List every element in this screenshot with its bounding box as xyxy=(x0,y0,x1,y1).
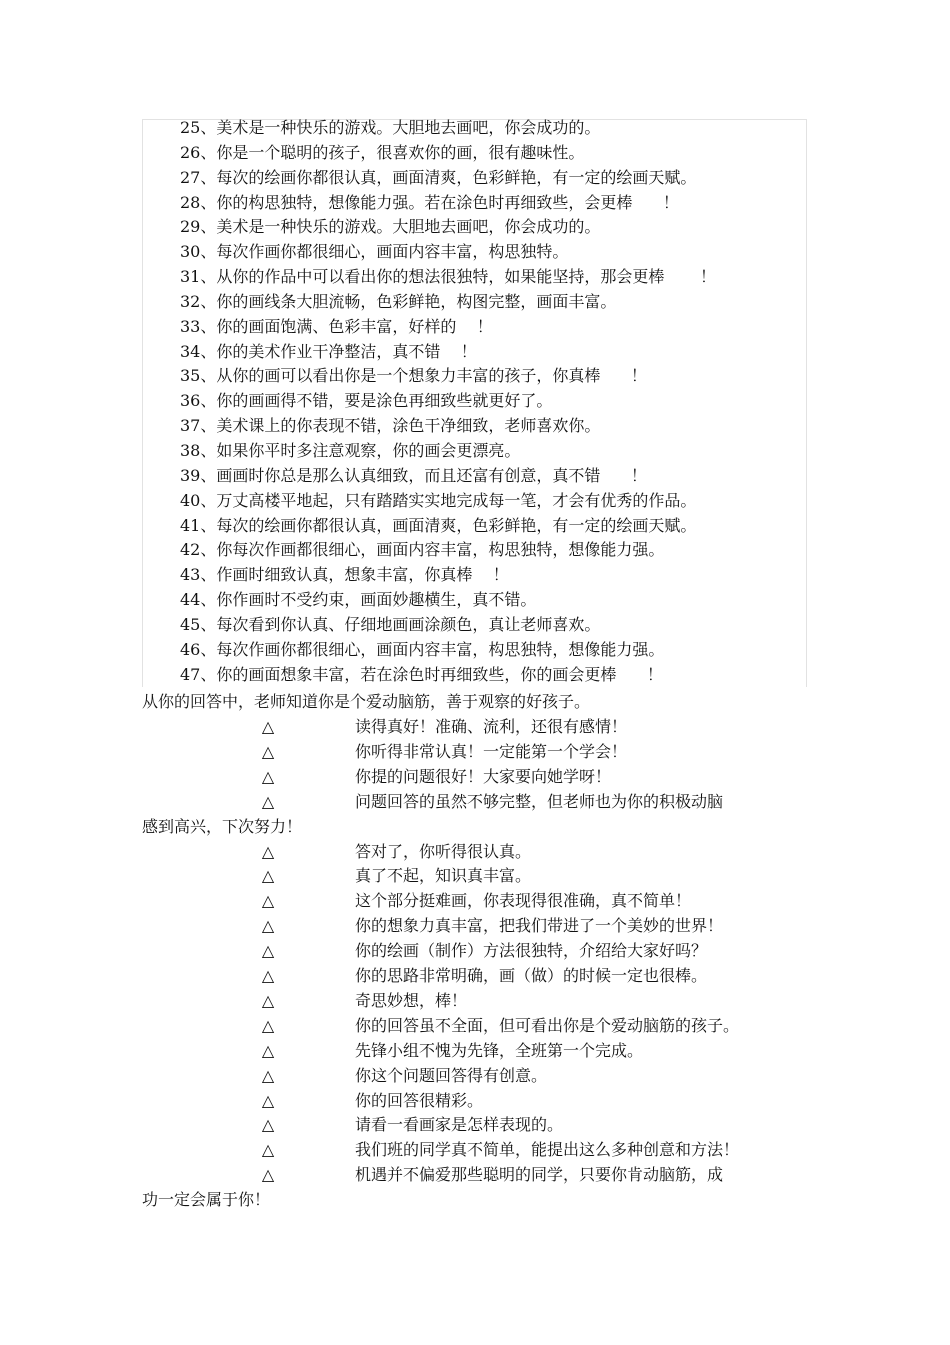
feedback-text: 先锋小组不愧为先锋，全班第一个完成。 xyxy=(355,1040,644,1060)
feedback-text: 你的想象力真丰富，把我们带进了一个美妙的世界！ xyxy=(355,916,724,936)
feedback-text: 你的思路非常明确，画（做）的时候一定也很棒。 xyxy=(355,966,708,985)
feedback-text: 你这个问题回答得有创意。 xyxy=(355,1065,548,1085)
triangle-bullet-icon: △ xyxy=(261,1040,275,1060)
feedback-text: 请看一看画家是怎样表现的。 xyxy=(355,1115,564,1135)
numbered-comment: 40、万丈高楼平地起，只有踏踏实实地完成每一笔，才会有优秀的作品。 xyxy=(180,490,697,510)
triangle-bullet-icon: △ xyxy=(261,1115,275,1135)
triangle-bullet-icon: △ xyxy=(261,866,275,886)
numbered-comment: 28、你的构思独特，想像能力强。若在涂色时再细致些，会更棒 ！ xyxy=(180,192,679,212)
triangle-bullet-icon: △ xyxy=(261,1140,275,1160)
feedback-text: 这个部分挺难画，你表现得很准确，真不简单！ xyxy=(355,891,692,911)
feedback-text: 机遇并不偏爱那些聪明的同学，只要你肯动脑筋，成 xyxy=(355,1165,724,1185)
numbered-comment: 43、作画时细致认真，想象丰富，你真棒 ！ xyxy=(180,565,509,585)
feedback-text: 你的回答虽不全面，但可看出你是个爱动脑筋的孩子。 xyxy=(355,1015,740,1035)
numbered-comment: 29、美术是一种快乐的游戏。大胆地去画吧，你会成功的。 xyxy=(180,217,601,237)
numbered-comment: 34、你的美术作业干净整洁，真不错 ！ xyxy=(180,341,477,361)
feedback-text: 你提的问题很好！大家要向她学呀！ xyxy=(355,766,612,786)
feedback-text: 答对了，你听得很认真。 xyxy=(355,841,532,861)
numbered-comment: 45、每次看到你认真、仔细地画画涂颜色，真让老师喜欢。 xyxy=(180,614,601,634)
numbered-comment: 31、从你的作品中可以看出你的想法很独特，如果能坚持，那会更棒 ！ xyxy=(180,267,716,287)
numbered-comment: 41、每次的绘画你都很认真，画面清爽，色彩鲜艳，有一定的绘画天赋。 xyxy=(180,515,697,535)
triangle-bullet-icon: △ xyxy=(261,741,275,761)
feedback-text: 我们班的同学真不简单，能提出这么多种创意和方法！ xyxy=(355,1140,740,1160)
feedback-text: 真了不起，知识真丰富。 xyxy=(355,866,532,886)
numbered-comment: 36、你的画画得不错，要是涂色再细致些就更好了。 xyxy=(180,391,553,411)
numbered-comment: 26、你是一个聪明的孩子，很喜欢你的画，很有趣味性。 xyxy=(180,142,585,162)
numbered-comment: 37、美术课上的你表现不错，涂色干净细致，老师喜欢你。 xyxy=(180,416,601,436)
feedback-text: 问题回答的虽然不够完整，但老师也为你的积极动脑 xyxy=(355,791,724,811)
feedback-text: 你听得非常认真！一定能第一个学会！ xyxy=(355,741,628,761)
intro-paragraph: 从你的回答中，老师知道你是个爱动脑筋，善于观察的好孩子。 xyxy=(142,692,591,711)
numbered-comment: 39、画画时你总是那么认真细致，而且还富有创意，真不错 ！ xyxy=(180,465,647,485)
triangle-bullet-icon: △ xyxy=(261,791,275,811)
triangle-bullet-icon: △ xyxy=(261,841,275,861)
triangle-bullet-icon: △ xyxy=(261,766,275,786)
feedback-text: 你的绘画（制作）方法很独特，介绍给大家好吗？ xyxy=(355,941,708,961)
numbered-comment: 38、如果你平时多注意观察，你的画会更漂亮。 xyxy=(180,440,521,460)
feedback-text: 奇思妙想，棒！ xyxy=(355,990,468,1010)
numbered-comment: 47、你的画面想象丰富，若在涂色时再细致些，你的画会更棒 ！ xyxy=(180,664,663,684)
numbered-comment-list xyxy=(180,116,716,687)
numbered-comment: 32、你的画线条大胆流畅，色彩鲜艳，构图完整，画面丰富。 xyxy=(180,291,617,311)
triangle-bullet-icon: △ xyxy=(261,717,275,736)
numbered-comment: 25、美术是一种快乐的游戏。大胆地去画吧，你会成功的。 xyxy=(180,118,601,137)
numbered-comment: 35、从你的画可以看出你是一个想象力丰富的孩子，你真棒 ！ xyxy=(180,366,647,386)
triangle-bullet-icon: △ xyxy=(261,1090,275,1110)
triangle-bullet-icon: △ xyxy=(261,990,275,1010)
feedback-text: 你的回答很精彩。 xyxy=(355,1090,484,1110)
triangle-bullet-icon: △ xyxy=(261,1065,275,1085)
triangle-bullet-icon: △ xyxy=(261,891,275,911)
numbered-comment: 44、你作画时不受约束，画面妙趣横生，真不错。 xyxy=(180,590,537,610)
feedback-text: 读得真好！准确、流利，还很有感情！ xyxy=(355,717,628,736)
numbered-comment: 42、你每次作画都很细心，画面内容丰富，构思独特，想像能力强。 xyxy=(180,540,665,560)
triangle-bullet-icon: △ xyxy=(261,941,275,961)
triangle-bullet-icon: △ xyxy=(261,916,275,936)
numbered-comment: 33、你的画面饱满、色彩丰富，好样的 ！ xyxy=(180,316,493,336)
feedback-continuation: 功一定会属于你！ xyxy=(142,1190,271,1210)
triangle-bullet-icon: △ xyxy=(261,1165,275,1185)
triangle-bullet-icon: △ xyxy=(261,1015,275,1035)
feedback-continuation: 感到高兴，下次努力！ xyxy=(142,816,303,836)
numbered-comment: 27、每次的绘画你都很认真，画面清爽，色彩鲜艳，有一定的绘画天赋。 xyxy=(180,167,697,187)
triangle-bullet-icon: △ xyxy=(261,966,275,985)
numbered-comment: 46、每次作画你都很细心，画面内容丰富，构思独特，想像能力强。 xyxy=(180,639,665,659)
numbered-comment: 30、每次作画你都很细心，画面内容丰富，构思独特。 xyxy=(180,242,569,262)
